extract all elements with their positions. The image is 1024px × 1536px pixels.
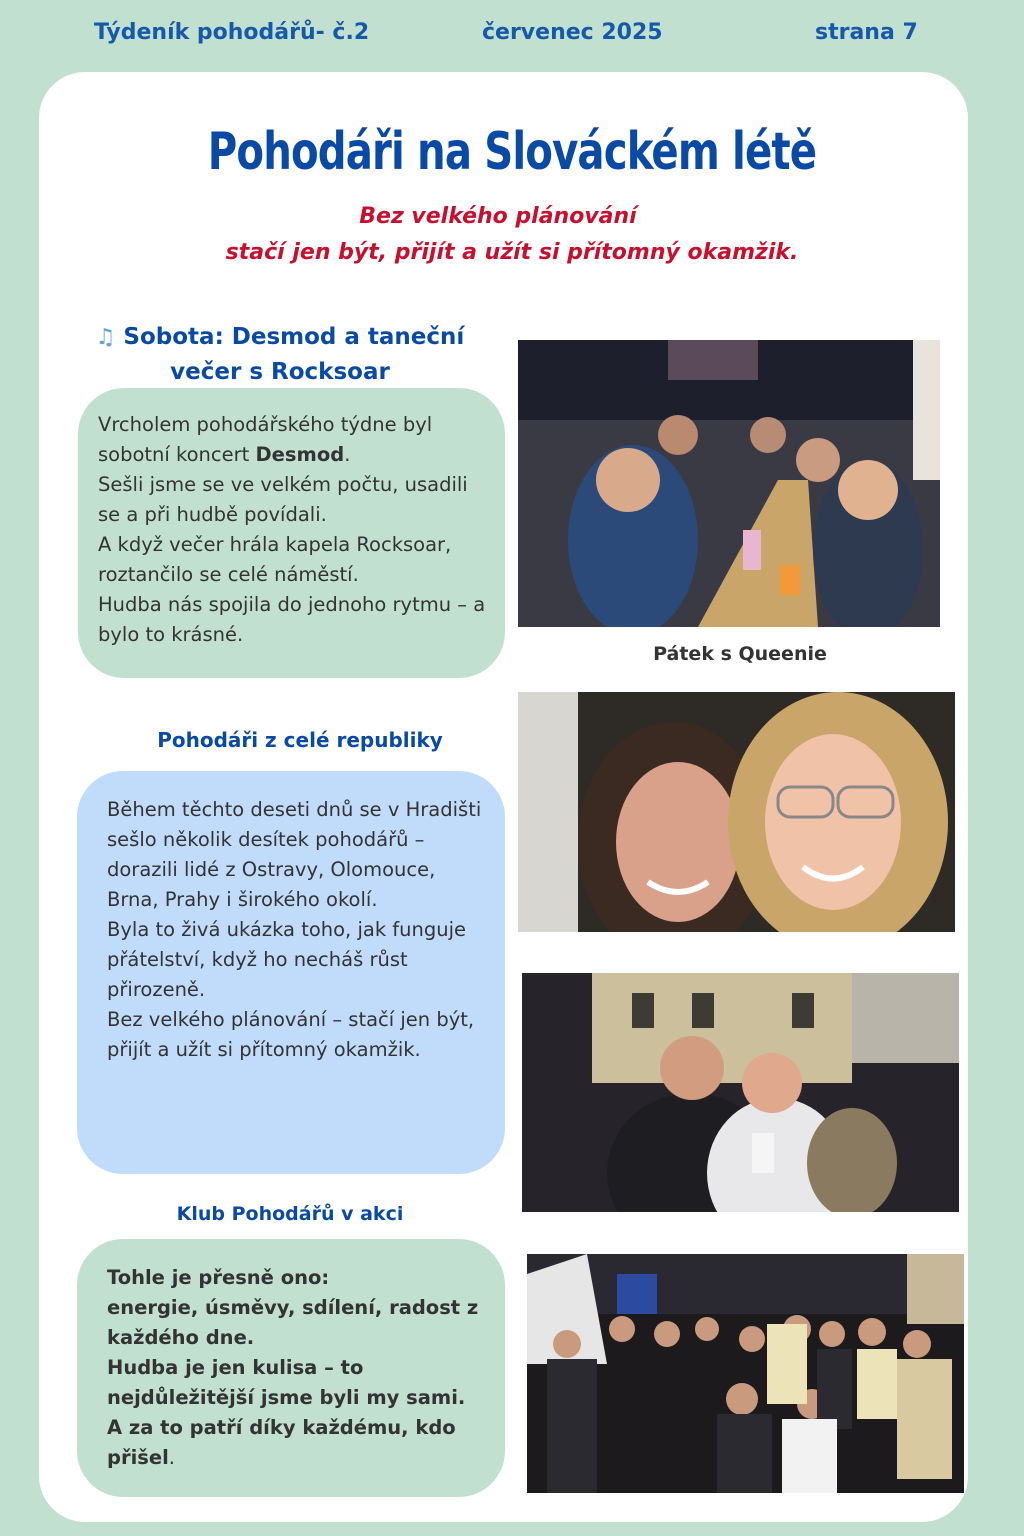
section-republic-heading: Pohodáři z celé republiky xyxy=(157,728,443,752)
photo-group-night xyxy=(527,1254,964,1493)
club-text-main: Tohle je přesně ono: energie, úsměvy, sdílení, radost z každého dne. Hudba je jen kulisa – to nejdůležitější jsme byli my sami. A za to patří díky každému, kdo přišel xyxy=(107,1266,479,1469)
club-text-end: . xyxy=(168,1446,175,1469)
subtitle-line-2: stačí jen být, přijít a užít si přítomný okamžik. xyxy=(225,240,799,265)
issue-date: červenec 2025 xyxy=(482,20,663,45)
newsletter-name: Týdeník pohodářů- č.2 xyxy=(94,20,370,45)
section-saturday-heading-line1: Sobota: Desmod a taneční xyxy=(123,324,465,350)
page-number: strana 7 xyxy=(815,20,918,45)
photo-two-men-square xyxy=(522,973,959,1212)
section-club-text xyxy=(107,1263,489,1473)
saturday-text-intro: Vrcholem pohodářského týdne byl sobotní koncert xyxy=(98,413,433,466)
section-saturday-text xyxy=(98,410,487,650)
photo-selfie-two-women xyxy=(518,692,955,932)
section-republic-text-bubble xyxy=(77,771,505,1174)
music-notes-icon: ♫ xyxy=(95,325,116,350)
section-saturday-text-bubble xyxy=(78,388,505,678)
subtitle-line-1: Bez velkého plánování xyxy=(359,204,637,229)
section-saturday-heading-line2: večer s Rocksoar xyxy=(170,359,390,385)
saturday-text-rest: . Sešli jsme se ve velkém počtu, usadili se a při hudbě povídali. A když večer hrála kapela Rocksoar, roztančilo se celé náměstí. Hudba nás spojila do jednoho rytmu – a bylo to krásné. xyxy=(98,443,486,646)
page-title: Pohodáři na Slováckém létě xyxy=(207,122,817,182)
section-saturday-heading xyxy=(80,320,480,389)
photo-friday-queenie xyxy=(518,340,940,627)
photo-friday-caption: Pátek s Queenie xyxy=(653,643,827,665)
section-republic-text: Během těchto deseti dnů se v Hradišti sešlo několik desítek pohodářů – dorazili lidé z Ostravy, Olomouce, Brna, Prahy i širokého okolí. Byla to živá ukázka toho, jak funguje přátelství, když ho necháš růst přirozeně. Bez velkého plánování – stačí jen být, přijít a užít si přítomný okamžik. xyxy=(107,798,482,1061)
section-club-text-bubble xyxy=(77,1239,505,1497)
saturday-text-band: Desmod xyxy=(255,443,345,466)
section-club-heading: Klub Pohodářů v akci xyxy=(176,1203,404,1225)
newsletter-header xyxy=(0,18,1024,52)
